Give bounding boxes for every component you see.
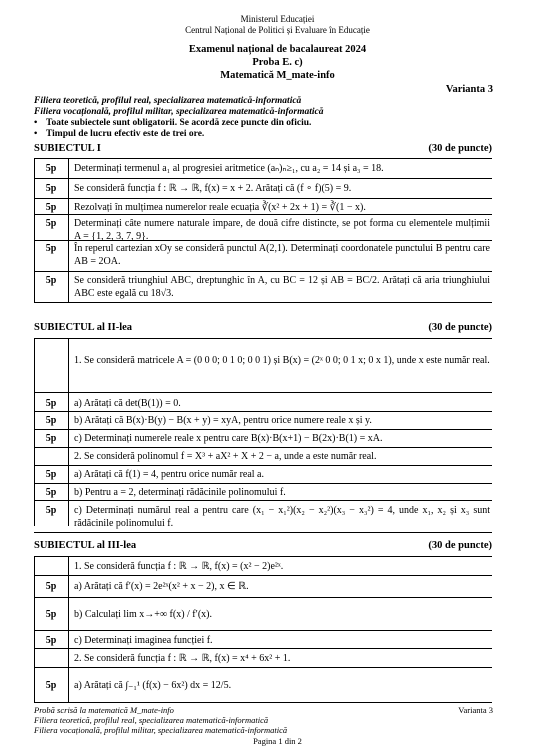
page-number: Pagina 1 din 2 — [253, 736, 302, 746]
s1-item-3-text: Rezolvați în mulțimea numerelor reale ecuația ∛(x² + 2x + 1) = ∛(1 − x). — [74, 202, 366, 213]
s1-item-1-text: Determinați termenul a₁ al progresiei aritmetice (aₙ)ₙ≥₁, cu a₂ = 14 și a₃ = 18. — [74, 163, 384, 174]
section-3-header — [34, 540, 492, 551]
section-2-title: SUBIECTUL al II-lea — [34, 322, 133, 333]
s1-item-4-text: Determinați câte numere naturale impare, de două cifre distincte, se pot forma cu elementele mulțimii A = {1, 2, 3, 7, 9}. — [74, 218, 490, 242]
section-3-points: (30 de puncte) — [428, 540, 492, 551]
section-2-points: (30 de puncte) — [428, 322, 492, 333]
filiera-teoretica: Filiera teoretică, profilul real, specializarea matematică-informatică — [34, 96, 302, 106]
s1-item-5-text: În reperul cartezian xOy se consideră punctul A(2,1). Determinați coordonatele punctului B pentru care AB = 2OA. — [74, 243, 490, 267]
points-column-divider — [68, 158, 69, 302]
section-1-title: SUBIECTUL I — [34, 143, 101, 154]
footer-line-3: Filiera vocațională, profilul militar, specializarea matematică-informatică — [34, 725, 288, 735]
section-1-points: (30 de puncte) — [428, 143, 492, 154]
ministry-name: Ministerul Educației — [240, 14, 315, 24]
footer-line-2: Filiera teoretică, profilul real, specializarea matematică-informatică — [34, 715, 269, 725]
s1-item-2-text: Se consideră funcția f : ℝ → ℝ, f(x) = x + 2. Arătați că (f ∘ f)(5) = 9. — [74, 183, 352, 194]
divider — [34, 158, 492, 159]
subject-name: Matematică M_mate-info — [220, 70, 335, 81]
center-name: Centrul Național de Politici și Evaluare în Educație — [185, 25, 370, 35]
section-3-title: SUBIECTUL al III-lea — [34, 540, 137, 551]
filiera-vocationala: Filiera vocațională, profilul militar, specializarea matematică-informatică — [34, 107, 324, 117]
exam-title: Examenul național de bacalaureat 2024 — [188, 44, 367, 55]
rule-time: • Timpul de lucru efectiv este de trei ore. — [34, 129, 204, 140]
footer-line-1: Probă scrisă la matematică M_mate-info — [34, 705, 174, 715]
footer-varianta: Varianta 3 — [458, 705, 493, 715]
rule-mandatory: • Toate subiectele sunt obligatorii. Se acordă zece puncte din oficiu. — [34, 118, 311, 129]
proba: Proba E. c) — [252, 57, 303, 68]
section-2-header — [34, 322, 492, 333]
varianta: Varianta 3 — [445, 84, 493, 95]
s1-item-6-text: Se consideră triunghiul ABC, dreptunghic în A, cu BC = 12 și AB = BC/2. Arătați că aria triunghiului ABC este egală cu 18√3. — [74, 275, 490, 299]
section-1-header — [34, 143, 492, 154]
